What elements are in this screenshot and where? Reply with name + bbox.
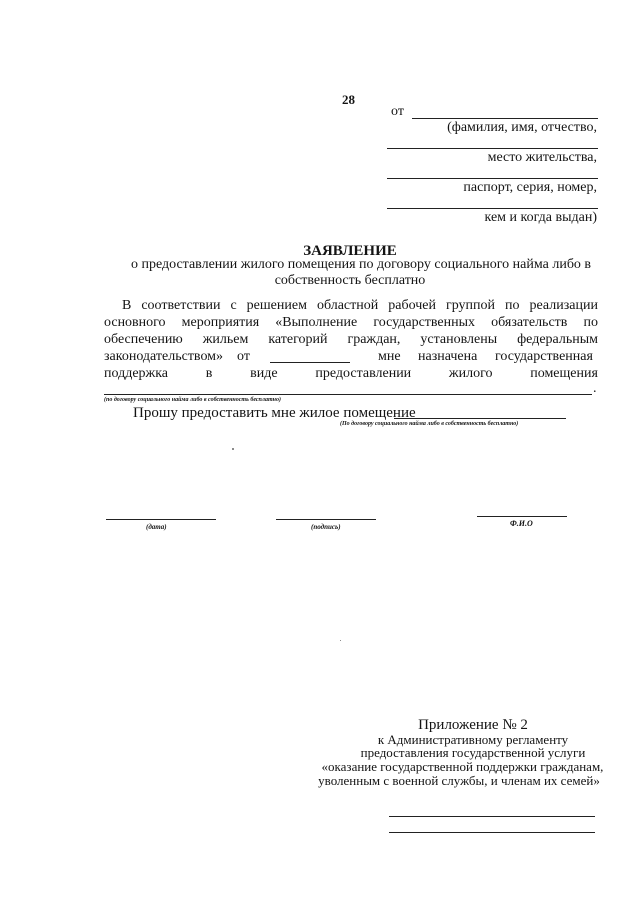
fio-signature-caption: Ф.И.О (510, 519, 533, 528)
appendix-title: Приложение № 2 (418, 717, 528, 733)
request-note: (По договору социального найма либо в собственность бесплатно) (340, 421, 519, 427)
body-word: от (237, 349, 250, 364)
body-word: мероприятия (181, 315, 260, 330)
body-word: рабочей (388, 298, 436, 313)
support-type-line (104, 394, 592, 395)
body-word: соответствии (141, 298, 221, 313)
date-line (106, 519, 216, 520)
period: . (593, 381, 597, 396)
body-word: предоставлении (315, 366, 412, 381)
body-word: по (583, 315, 598, 330)
body-word: государственная (495, 349, 593, 364)
residence-caption: место жительства, (487, 150, 597, 165)
passport-line (387, 178, 598, 179)
fio-caption: (фамилия, имя, отчество, (447, 120, 597, 135)
body-word: мне (378, 349, 401, 364)
signature-caption: (подпись) (311, 523, 341, 531)
body-word: с (230, 298, 237, 313)
body-word: установлены (420, 332, 498, 347)
passport-caption: паспорт, серия, номер, (463, 180, 597, 195)
request-blank-line (394, 418, 566, 419)
body-word: реализации (529, 298, 598, 313)
body-word: виде (250, 366, 278, 381)
body-line-1 (122, 298, 598, 314)
request-text: Прошу предоставить мне жилое помещение (133, 405, 416, 421)
appendix-line-1: к Административному регламенту (377, 732, 569, 747)
from-line (412, 118, 598, 119)
body-word: поддержка (104, 366, 169, 381)
body-word: основного (104, 315, 166, 330)
body-word: государственных (373, 315, 476, 330)
page-number: 28 (342, 92, 355, 107)
body-word: решением (246, 298, 307, 313)
body-word: обеспечению (104, 332, 183, 347)
residence-line (387, 148, 598, 149)
date-caption: (дата) (146, 523, 167, 531)
body-word: группой (445, 298, 496, 313)
signature-line (276, 519, 376, 520)
scan-speck (340, 640, 341, 641)
body-word: законодательством» (104, 349, 224, 364)
from-label: от (391, 104, 404, 119)
body-word: помещения (530, 366, 598, 381)
body-word: федеральным (517, 332, 598, 347)
body-word: В (122, 298, 132, 313)
body-word: областной (316, 298, 379, 313)
document-subtitle-line2: собственность бесплатно (274, 273, 426, 288)
issued-caption: кем и когда выдан) (484, 210, 597, 225)
issued-line (387, 208, 598, 209)
appendix-line-3: «оказание государственной поддержки гражданам, (321, 759, 604, 774)
appendix-blank-line-1 (389, 816, 595, 817)
body-word: граждан, (347, 332, 401, 347)
fio-line (477, 516, 567, 517)
body-word: назначена (418, 349, 478, 364)
body-word: «Выполнение (275, 315, 358, 330)
body-line-2 (104, 315, 598, 331)
body-word: категорий (268, 332, 328, 347)
body-word: жильем (202, 332, 249, 347)
body-word: в (205, 366, 213, 381)
document-title: ЗАЯВЛЕНИЕ (303, 243, 397, 259)
scan-speck (232, 448, 234, 450)
body-line-3 (104, 332, 598, 348)
appendix-line-4: уволенным с военной службы, и членам их семей» (318, 773, 600, 788)
document-subtitle-line1: о предоставлении жилого помещения по договору социального найма либо в (130, 257, 592, 272)
body-word: обязательств (491, 315, 568, 330)
appendix-line-2: предоставления государственной услуги (360, 745, 586, 760)
support-type-note: (по договору социального найма либо в собственность бесплатно) (104, 397, 281, 403)
date-blank-line (270, 362, 350, 363)
body-line-5 (104, 366, 598, 382)
appendix-blank-line-2 (389, 832, 595, 833)
body-word: жилого (448, 366, 493, 381)
body-word: по (505, 298, 520, 313)
